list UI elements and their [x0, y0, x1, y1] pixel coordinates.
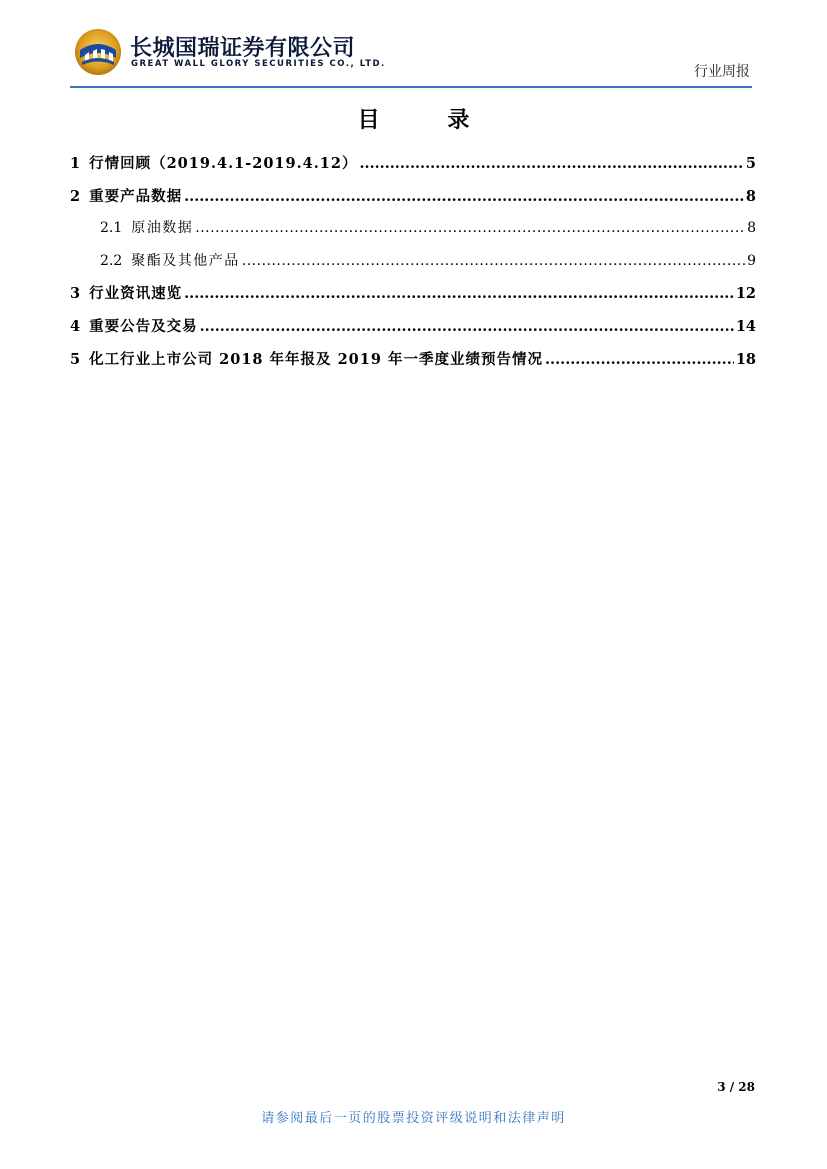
- toc-entry-1[interactable]: [70, 152, 756, 185]
- toc-entry-page: 8: [745, 187, 756, 205]
- report-type-label: 行业周报: [694, 64, 750, 80]
- toc-entry-3[interactable]: [70, 282, 756, 315]
- toc-entry-number: 3: [70, 285, 81, 303]
- table-of-contents: [70, 152, 756, 380]
- page-header: [70, 26, 752, 88]
- toc-dot-leader: [184, 188, 744, 205]
- toc-entry-page: 5: [745, 155, 756, 172]
- toc-dot-leader: [184, 285, 734, 302]
- toc-entry-2-2[interactable]: [70, 250, 756, 283]
- toc-entry-number: 2.2: [100, 252, 123, 269]
- company-name-cn: 长城国瑞证券有限公司: [130, 36, 356, 61]
- toc-entry-number: 2.1: [100, 220, 123, 237]
- page-number: 3 / 28: [717, 1080, 755, 1094]
- footer-disclaimer: 请参阅最后一页的股票投资评级说明和法律声明: [261, 1111, 566, 1126]
- toc-entry-4[interactable]: [70, 315, 756, 348]
- toc-entry-page: 9: [747, 252, 756, 269]
- toc-entry-title: 行情回顾（2019.4.1-2019.4.12）: [89, 155, 358, 172]
- toc-entry-title: 化工行业上市公司 2018 年年报及 2019 年一季度业绩预告情况: [89, 350, 543, 368]
- toc-entry-title: 原油数据: [131, 220, 194, 237]
- toc-entry-2-1[interactable]: [70, 217, 756, 250]
- toc-entry-number: 4: [70, 317, 81, 335]
- great-wall-glory-logo-icon: [74, 28, 122, 76]
- toc-entry-title: 重要产品数据: [89, 187, 183, 205]
- toc-entry-title: 行业资讯速览: [89, 285, 183, 303]
- toc-entry-page: 8: [747, 220, 756, 237]
- toc-entry-number: 1: [70, 155, 81, 172]
- toc-entry-title: 聚酯及其他产品: [131, 252, 240, 269]
- toc-entry-number: 2: [70, 187, 81, 205]
- toc-dot-leader: [195, 220, 745, 236]
- company-name-en: GREAT WALL GLORY SECURITIES CO., LTD.: [131, 59, 386, 69]
- toc-entry-page: 18: [735, 350, 756, 368]
- toc-entry-2[interactable]: [70, 185, 756, 218]
- toc-entry-5[interactable]: [70, 348, 756, 381]
- header-divider: [70, 86, 752, 88]
- toc-dot-leader: [242, 253, 745, 269]
- toc-dot-leader: [545, 351, 734, 368]
- toc-entry-title: 重要公告及交易: [89, 317, 198, 335]
- toc-dot-leader: [200, 318, 734, 335]
- toc-entry-number: 5: [70, 350, 81, 368]
- toc-entry-page: 14: [735, 317, 756, 335]
- toc-dot-leader: [359, 155, 743, 172]
- toc-title: 目 录: [357, 108, 500, 133]
- toc-entry-page: 12: [735, 285, 756, 303]
